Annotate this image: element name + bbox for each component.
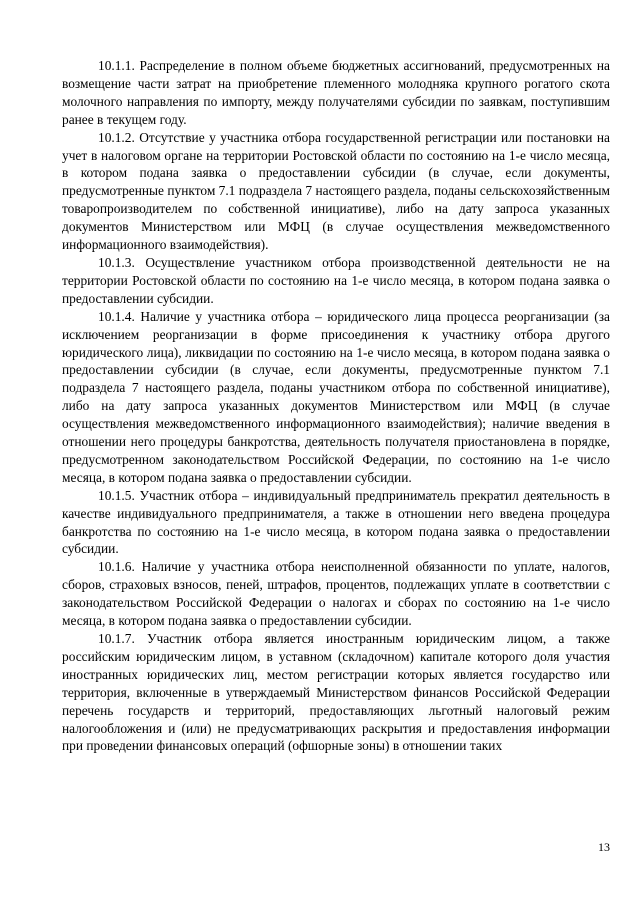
paragraph-10-1-2: 10.1.2. Отсутствие у участника отбора государственной регистрации или постановки на учет в налоговом органе на территории Ростовской области по состоянию на 1-е число месяца, в котором подана заявка о предоставлении субсидии (в случае, если документы, предусмотренные пунктом 7.1 подраздела 7 настоящего раздела, поданы сельскохозяйственным товаропроизводителем по собственной инициативе), либо на дату запроса указанных документов Министерством или МФЦ (в случае осуществления межведомственного информационного взаимодействия).: [62, 129, 611, 253]
paragraph-10-1-6: 10.1.6. Наличие у участника отбора неисполненной обязанности по уплате, налогов, сборов, страховых взносов, пеней, штрафов, процентов, подлежащих уплате в соответствии с законодательством Российской Федерации о налогах и сборах по состоянию на 1-е число месяца, в котором подана заявка о предоставлении субсидии.: [62, 559, 610, 629]
paragraph-10-1-5: 10.1.5. Участник отбора – индивидуальный предприниматель прекратил деятельность в качестве индивидуального предпринимателя, а также в отношении него введена процедура банкротства по состоянию на 1-е число месяца, в котором подана заявка о предоставлении субсидии.: [62, 487, 610, 557]
paragraph-10-1-4: 10.1.4. Наличие у участника отбора – юридического лица процесса реорганизации (за исключением реорганизации в форме присоединения к участнику отбора другого юридического лица), ликвидации по состоянию на 1-е число месяца, в котором подана заявка о предоставлении субсидии (в случае, если документы, предусмотренные пунктом 7.1 подраздела 7 настоящего раздела, поданы участником отбора по собственной инициативе), либо на дату запроса указанных документов Министерством или МФЦ (в случае осуществления межведомственного информационного взаимодействия); наличие введения в отношении него процедуры банкротства, деятельность получателя приостановлена в порядке, предусмотренном законодательством Российской Федерации, по состоянию на 1-е число месяца, в котором подана заявка о предоставлении субсидии.: [62, 308, 610, 485]
paragraph-10-1-7: 10.1.7. Участник отбора является иностранным юридическим лицом, а также российским юридическим лицом, в уставном (складочном) капитале которого доля участия иностранных юридических лиц, местом регистрации которых является государство или территория, включенные в утверждаемый Министерством финансов Российской Федерации перечень государств и территорий, предоставляющих льготный налоговый режим налогообложения и (или) не предусматривающих раскрытия и предоставления информации при проведении финансовых операций (офшорные зоны) в отношении таких: [62, 631, 610, 754]
page-number: 13: [598, 840, 610, 854]
paragraph-10-1-3: 10.1.3. Осуществление участником отбора производственной деятельности не на территории Ростовской области по состоянию на 1-е число месяца, в котором подана заявка о предоставлении субсидии.: [62, 254, 610, 306]
paragraph-10-1-1: 10.1.1. Распределение в полном объеме бюджетных ассигнований, предусмотренных на возмещение части затрат на приобретение племенного молодняка крупного рогатого скота молочного направления по импорту, между получателями субсидии по заявкам, поступившим ранее в текущем году.: [62, 58, 610, 127]
